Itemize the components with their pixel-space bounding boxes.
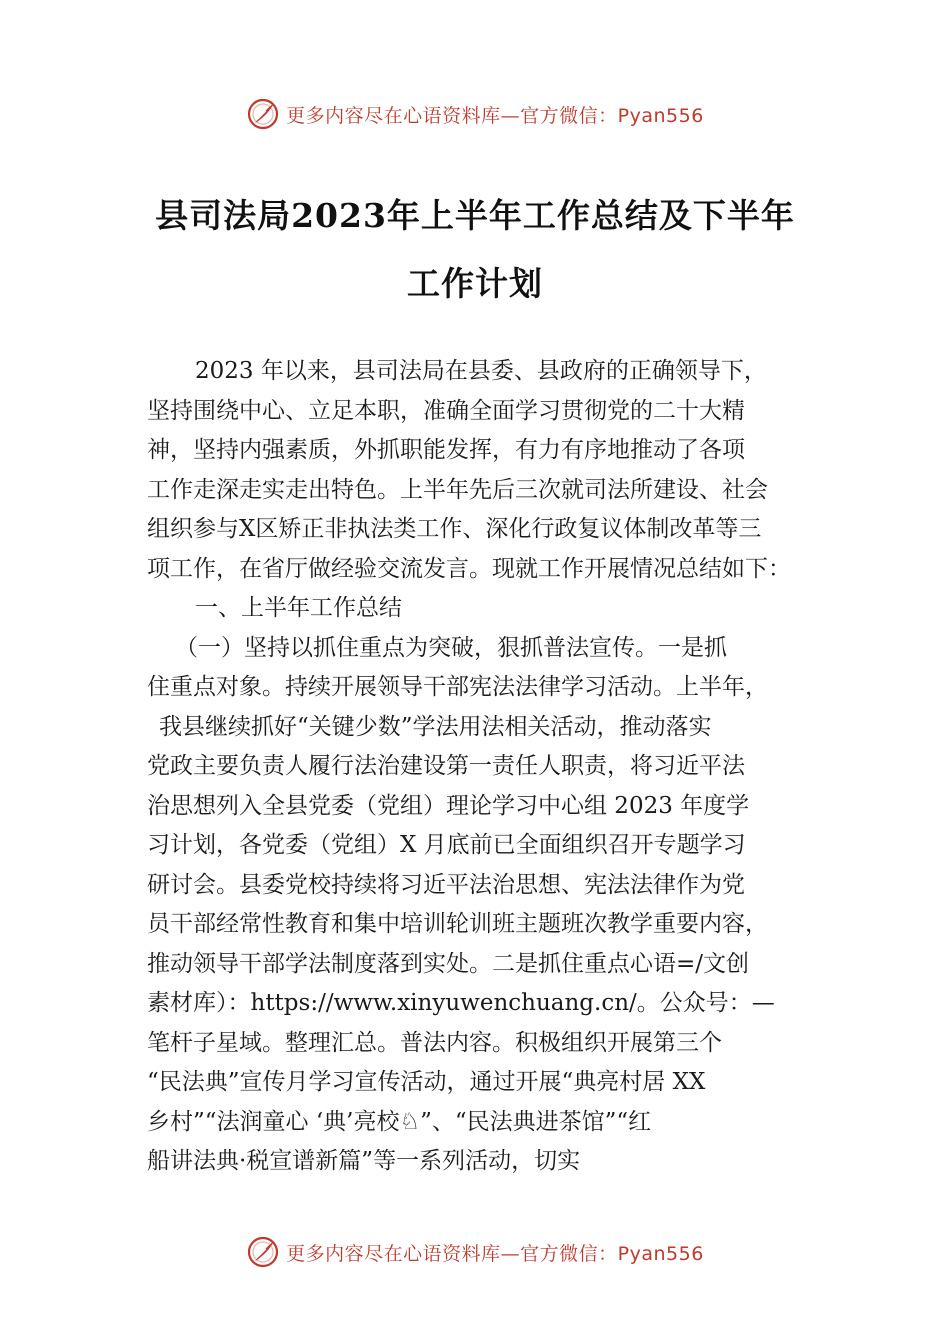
body-line: 推动领导干部学法制度落到实处。二是抓住重点心语=/文创 <box>147 950 750 977</box>
body-line: 坚持围绕中心、立足本职，准确全面学习贯彻党的二十大精 <box>147 397 745 424</box>
body-line: 乡村”“法润童心 ‘典’亮校♘”、“民法典进茶馆”“红 <box>147 1108 652 1135</box>
section-heading: 一、上半年工作总结 <box>195 595 402 621</box>
body-line: 治思想列入全县党委（党组）理论学习中心组 2023 年度学 <box>147 792 750 819</box>
body-line: 素材库）：https://www.xinyuwenchuang.cn/。公众号：— <box>147 990 775 1016</box>
watermark-contact: Pyan556 <box>617 104 704 127</box>
document-body <box>147 352 827 1182</box>
feather-circle-logo-icon <box>246 97 280 131</box>
body-line: 神，坚持内强素质，外抓职能发挥，有力有序地推动了各项 <box>147 437 745 463</box>
document-title-line-2: 工作计划 <box>407 264 543 303</box>
body-line: 研讨会。县委党校持续将习近平法治思想、宪法法律作为党 <box>147 871 745 898</box>
footer-watermark <box>0 1232 950 1272</box>
body-line: 习计划，各党委（党组）X 月底前已全面组织召开专题学习 <box>147 832 746 858</box>
body-line: 党政主要负责人履行法治建设第一责任人职责，将习近平法 <box>147 753 745 779</box>
watermark-text: 更多内容尽在心语资料库—官方微信：Pyan556 <box>286 1242 704 1265</box>
feather-circle-logo-icon <box>246 1235 280 1269</box>
body-line: 我县继续抓好“关键少数”学法用法相关活动，推动落实 <box>159 713 712 740</box>
body-line: “民法典”宣传月学习宣传活动，通过开展“典亮村居 XX <box>147 1069 706 1095</box>
body-line: 住重点对象。持续开展领导干部宪法法律学习活动。上半年， <box>147 674 768 700</box>
body-line: （一）坚持以抓住重点为突破，狠抓普法宣传。一是抓 <box>175 634 727 661</box>
body-line: 项工作，在省厅做经验交流发言。现就工作开展情况总结如下： <box>147 555 791 582</box>
body-line: 组织参与X区矫正非执法类工作、深化行政复议体制改革等三 <box>147 516 762 542</box>
body-line: 员干部经常性教育和集中培训轮训班主题班次教学重要内容， <box>147 911 768 937</box>
header-watermark <box>0 94 950 134</box>
document-title-line-1: 县司法局2023年上半年工作总结及下半年 <box>155 196 795 235</box>
body-line: 船讲法典·税宣谱新篇”等一系列活动，切实 <box>147 1148 581 1174</box>
watermark-contact: Pyan556 <box>617 1242 704 1265</box>
body-line: 工作走深走实走出特色。上半年先后三次就司法所建设、社会 <box>147 476 768 503</box>
body-line: 笔杆子星域。整理汇总。普法内容。积极组织开展第三个 <box>147 1029 722 1056</box>
body-line: 2023 年以来，县司法局在县委、县政府的正确领导下， <box>195 358 767 384</box>
watermark-text: 更多内容尽在心语资料库—官方微信：Pyan556 <box>286 104 704 127</box>
